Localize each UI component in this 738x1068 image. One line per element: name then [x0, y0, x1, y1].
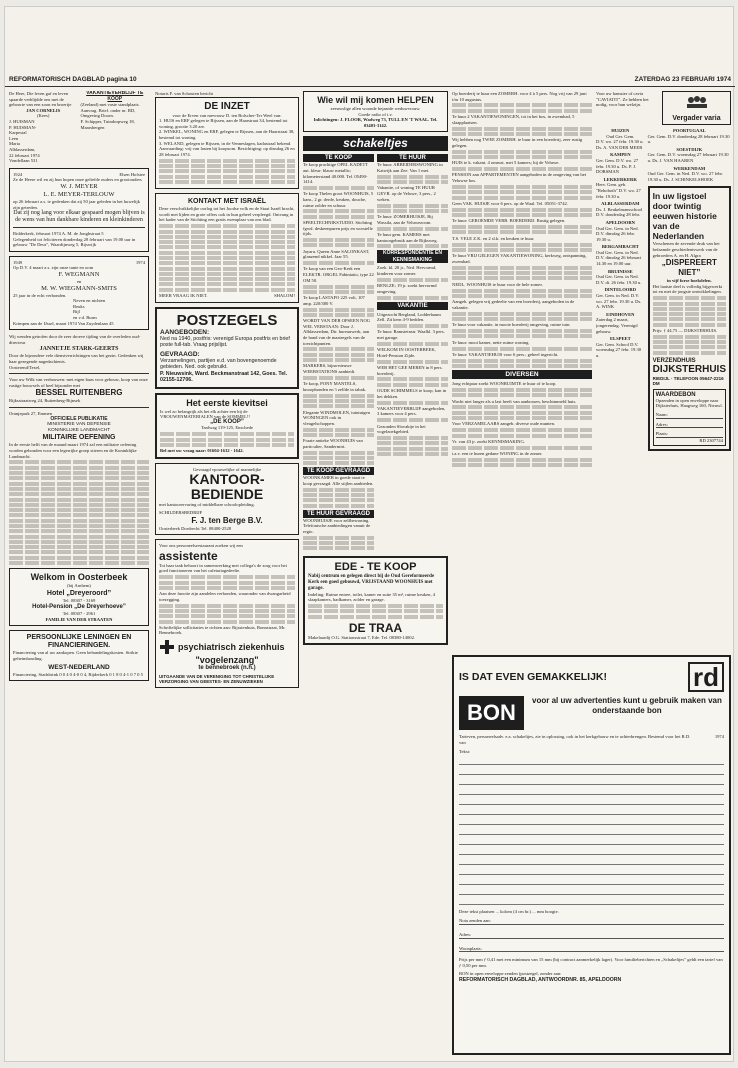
kerk-text: Herv. Gem. geb. "Rehoboth" D.V. wo. 27 febr. 19.30 u. — [596, 182, 641, 199]
ligstoel-sub: in vijf forse boekdelen. — [666, 278, 712, 284]
kantoor-gevraagd: Gevraagd vpouwelijke of mannelijke — [192, 466, 262, 472]
kerk-text: Ds. J. Beukelmansschool D.V. donderdag 28 febr. — [596, 206, 643, 218]
waardebon-adres-field[interactable]: Adres: — [656, 422, 723, 429]
army-title: MILITAIRE OEFENING — [42, 434, 116, 442]
postzegels-g-text: Verzamelingen, partijen e.d. van bovengenoemde gebieden. Ned. ook gebruikt. — [160, 357, 277, 371]
army-title: KONINKLIJKE LANDMACHT — [47, 427, 111, 433]
ligstoel-body: Het laatste deel is volledig bijgewerkt tot en met de jongste ontwikkelingen. — [652, 283, 723, 295]
psych-sub: te bennebroek (n.h.) — [198, 665, 256, 672]
kontakt-ad — [155, 193, 299, 303]
c4-ad: PENSION aan APPARTEMENTEN aangeboden in de omgeving van het Veluwse bos. — [452, 172, 587, 184]
kievitsei-title: Het eerste kievitsei — [186, 397, 268, 408]
psych-name: "vogelenzang" — [195, 655, 259, 666]
bessel-title: BESSEL RUITENBERG — [35, 388, 123, 398]
c4-ad: Te huur voor vakantie, in mooie boerderij omgeving, ruime tuin. — [452, 322, 571, 328]
bessel-address: Rijksstraatweg 24, Ruitenberg-Bijnsek — [9, 398, 81, 404]
kerk-listing — [596, 220, 645, 242]
kerk-place: SOESTDIJK — [676, 146, 703, 152]
column-5 — [596, 91, 731, 651]
card-sig: Bijl — [73, 309, 80, 315]
bon-naam-field[interactable]: Nota zenden aan: — [459, 918, 724, 925]
birth-child-name: JAN CORNELIS — [26, 107, 61, 113]
death-name: JANNETJE STARK-GEERTS — [39, 346, 119, 353]
waardebon-title: WAARDEBON — [655, 391, 696, 398]
army-notice — [9, 411, 149, 565]
kerk-place: HUIZEN — [611, 128, 630, 133]
kerk-text: Ger. Gem. in Ned. D.V. wo. 27 febr. 19.30 u. Ds. A. WINK — [596, 293, 642, 310]
kantoor-firm: F. J. ten Berge B.V. — [191, 515, 263, 525]
westnl-title: WEST-NEDERLAND — [48, 663, 110, 671]
vergader-icon — [685, 94, 709, 110]
card-sig: Neven en nichten — [73, 298, 106, 304]
assistente-ad — [155, 539, 299, 688]
inzet-ad — [155, 97, 299, 190]
vak-ad: OUDE SCHIMMELS te koop, kan in het dekken. — [377, 388, 447, 399]
vak-ad: WELKOM IN OOSTERBEEK, Hotel-Pension Zijde. — [377, 347, 436, 358]
vak-ad: Gezonden Slovakije in het vogelzoekgebied. — [377, 423, 426, 435]
death-place: Oosterend/Texel, — [9, 364, 41, 370]
c4-ad: Te huur: VAKANTIEHUIS voor 6 pers.; geheel ingericht. — [452, 351, 559, 357]
anniversary-card-1 — [9, 168, 149, 252]
gevraagd-header: TE KOOP GEVRAAGD — [303, 467, 374, 475]
lening-title: PERSOONLIJKE LENINGEN EN FINANCIERINGEN. — [26, 634, 132, 650]
helpen-text: zeeuwslige allen woonde bejaarde weduwvrouw. — [330, 106, 421, 111]
postzegels-aangeboden: AANGEBODEN: — [160, 328, 210, 336]
postzegels-addr: P. Nieuwsink, Ward. Beckmanstraat 142, Goes. Tel. 02155-12706. — [160, 370, 288, 384]
psych-title: psychiatrisch ziekenhuis — [178, 642, 285, 653]
kerk-place: BRUINISSE — [607, 268, 633, 274]
welkom-title: Welkom in Oosterbeek — [30, 572, 128, 583]
kontakt-title: KONTAKT MET ISRAËL — [187, 198, 267, 206]
korr-ad: BENLZE; 19 jr. zoekt hervormd omgeving. — [377, 283, 437, 294]
huur-gevraagd-header: TE HUUR GEVRAAGD — [303, 510, 374, 518]
kop-column — [303, 154, 374, 551]
bon-adres-field[interactable]: Adres: — [459, 932, 724, 939]
army-title: MINISTERIE VAN DEFENSIE — [47, 422, 111, 428]
bon-woonplaats-field[interactable]: Woonplaats: — [459, 946, 724, 953]
kop-ad: Jayaru. Queen Anne SALONKAST, glanzend nikkel. Jaar 55. — [303, 248, 370, 260]
traa-title: DE TRAA — [348, 620, 403, 635]
vak-ad: Uitgezocht Bergland, Lodderbaum Zell. Zit kern 4-9 bedden. — [377, 311, 441, 323]
card-name: M. W. WIEGMANN-SMITS — [41, 284, 117, 292]
notaris-line: Notaris F. van Schouten bericht — [155, 91, 213, 96]
inzet-footer: Aanvaarding: vrij van lasten bij koopsom. Bezichtiging: op dinsdag 26 en 28 februari 1974. — [159, 146, 295, 157]
card-name: en — [76, 279, 82, 285]
kop-ad: Elegante WINDMOLEN, tuintuigen WONINGEN ook in vleugelschoppen. — [303, 409, 370, 426]
bon-tekst-label: Tekst: — [459, 749, 471, 755]
birth-nickname: (Kees) — [37, 113, 50, 119]
bessel-ad — [9, 377, 149, 404]
kantoor-sub: met kantoorervaring of middelbare schoolopleiding. — [159, 502, 255, 508]
vakantie-text: (Zeeland) met vaste standplaats. Aanvrag. Brief. onder nr. RD, Omgeving Doorn. — [80, 102, 140, 119]
kerk-place: ALBLASSERDAM — [601, 201, 640, 207]
kontakt-sign: SHALOM! — [274, 293, 295, 299]
huur-ad: Te huur gem. KAMERS met kantoorgebruik aan de Rijksweg. — [377, 231, 438, 243]
kantoor-addr: Oosterbeek Dordrecht Tel. 08400-2528 — [159, 525, 232, 531]
kerk-listing — [648, 147, 731, 164]
inzet-title: DE INZET — [204, 100, 250, 112]
kerk-listing — [596, 177, 645, 199]
ligstoel-ad — [648, 186, 731, 451]
kerk-listing — [596, 201, 645, 218]
welkom-hotel: Hotel-Pension „De Dreyerhoeve” — [32, 604, 126, 611]
birth-place: Alblasserdam, — [9, 146, 36, 152]
c4-ad: T.S. VELE Z.K. en 2 sl.k. en keuken te huur. — [452, 235, 535, 241]
vergader-label: Vergader varia — [672, 115, 721, 122]
kop-ad: Te koop LASTAFO 225 volt, 107 amp. 220/380 V. — [303, 295, 365, 306]
kerk-place: APELDOORN — [605, 219, 635, 225]
kerk-place: KAMPEN — [610, 152, 631, 158]
assistente-text: Tot haar taak behoort in samenwerking met collega's de zorg voor het goed functioneren van het cafetariagedeelte. — [159, 562, 287, 574]
welkom-tel: Tel. 08307 - 3169 — [62, 597, 96, 603]
waardebon-code: RD 2307744 — [699, 437, 723, 443]
psych-footer: UITGAANDE VAN DE VERENIGING TOT CHRISTELIJKE VERZORGING VAN GEESTES- EN ZENUWZIEKEN — [159, 673, 275, 685]
vakantie-address: F. Schipper, Tuindorpweg 18, Maarsbergen — [80, 118, 135, 130]
inzet-item: 2. WINKEL, WONING en ERF, gelegen te Rijssen, aan de Haarstraat 38, bestemd tot woning. — [159, 129, 295, 140]
c4-ad: Aangeb. gelegen vrij gedeelte van een boerderij, aangeboden in de vakantie. — [452, 299, 575, 310]
c4-ad: Te huur: mooi kamer, nette ruime woning. — [452, 339, 530, 345]
card-intro: Op D.V. 4 maart a.s. zijn onze tante en oom — [13, 265, 94, 271]
kerk-place: ELSPEET — [609, 336, 631, 342]
assistente-title: assistente — [159, 548, 218, 563]
diversen-ad: Voor VERZAMELAARS aangeb. diverse oude munten. — [452, 421, 556, 427]
birth-sibling: Maria — [9, 141, 20, 147]
kerk-place: POORTUGAAL — [672, 128, 706, 133]
postzegels-a-text: Ned na 1940, postfris: verenigd Europa postfris en brief poste full-tab. Vraag prijslijst. — [160, 335, 290, 349]
kievitsei-addr: Tanlwag 119-125, Enschede — [201, 425, 253, 431]
bon-slogan: voor al uw advertenties kunt u gebruik maken van onderstaande bon — [532, 696, 722, 715]
card-wish: Dat zij nog lang voor elkaar gespaard mogen blijven is de wens van hun dankbare kinderen en kleinkinderen — [13, 210, 145, 224]
waardebon-text: Opzenden in open enveloppe naar Dijksterhuis, Haagweg 160, Nieuwl. — [655, 397, 723, 409]
bon-badge: BON — [459, 696, 524, 730]
birth-line: De Here, Die leven gaf en leven spaarde verblijdde ons met de geboorte van een zoon en broertje — [9, 91, 72, 108]
c4-ad: Op boerderij te huur een ZOMERH. voor 4 à 5 pers. Nog vrij van 29 juni t/m 10 augustus. — [452, 91, 587, 102]
death-text: Door de bijzondere vele dienstverrichtingen van het gezin. Gedenken wij haar gezegende nagedachtenis. — [9, 353, 144, 364]
ede-text: Nabij centrum en gelegen direct bij de Oud Gereformeerde Kerk een goed gebouwd, VRIJSTAAND WOONHUIS met garage. — [308, 573, 435, 591]
death-notice — [9, 334, 149, 370]
kerk-place: BERGAMBACHT — [601, 244, 639, 250]
c4-ad: Geen VAK. HUISJE voor 6 pers. op de Waal. Tel. 05051-3742. — [452, 200, 568, 206]
huur-column — [377, 154, 448, 551]
welkom-sub: (bij Arnhem) — [67, 583, 91, 589]
kop-ad: Te koop Thelen groot WOONHUIS, 5 kam., 2 gr. derde, keuken, douche, ruime zolder en schuur. — [303, 191, 374, 208]
bon-ad — [452, 655, 731, 1055]
kerk-col-right — [648, 128, 731, 451]
diversen-ad: Jong echtpaar zoekt WOONRUIMTE te huur of te koop. — [452, 381, 557, 387]
kerk-text: D.V. wo. 27 febr. 19.30 u. Ds. A. VAN DER MEER — [596, 139, 644, 150]
kop-ad: SPEELTECHNIKSTUDIO. Stichting fgwd. deskeenpuren prijs en worstelle tijds. — [303, 220, 373, 237]
kerk-listing — [596, 312, 645, 334]
inzet-sub: voor de Erven van mevrouw D. ten Bolscher-Ter Weel van: — [172, 112, 282, 118]
vergader-logo — [662, 91, 731, 125]
kerk-text: Oud Ger. Gem. in Ned. D.V. dinsdag 26 februari 14.30 en 19.00 uur. — [596, 249, 642, 267]
card-sig: Beuks — [73, 303, 85, 309]
helpen-ad — [303, 91, 448, 132]
card-sig: en v.d. Burm — [73, 315, 97, 321]
birth-address: Vondellaan 531 — [9, 158, 38, 164]
assistente-req: Aan deze functie zijn aandelen verbonden, waaronder van dwangarbeid toezegging. — [159, 591, 291, 602]
c4-ad: HUIS te k. vakant. 4 omrust. met 5 kamers; bij de Veluwe. — [452, 160, 560, 166]
helpen-sub: Goede radio of t.v. — [358, 111, 393, 117]
card-name: L. E. MEYER-TERLOUW — [43, 190, 115, 198]
assistente-intro: Voor ons personeelsrestaurant zoeken wij een — [159, 543, 243, 549]
vak-ad: WEB HET GEE MEREN in 8 pers. boerderij. — [377, 365, 443, 376]
kop-ad: MARKERS, bijna-nieuwe WEERSTATIONS aanbiedt. — [303, 363, 356, 374]
card-reception: Gelegenheid tot feliciteren donderdag 28 februari van 19.00 uur in gebouw "De Deur", Waardijnweg 5, Rijswijk — [13, 236, 136, 248]
header-right: ZATERDAG 23 FEBRUARI 1974 — [634, 76, 731, 83]
verzendhuis-name: DIJKSTERHUIS — [652, 363, 726, 375]
kerk-place: WERKENDAM — [673, 165, 706, 171]
schakeltjes-banner: schakeltjes — [303, 136, 448, 151]
kievitsei-shop: „DE KOOP” — [210, 418, 244, 425]
card-text: op 26 februari a.s. te gedenken dat zij 50 jaar geleden in het huwelijk zijn getreden. — [13, 198, 140, 210]
bon-title: IS DAT EVEN GEMAKKELIJK! — [459, 671, 607, 683]
army-intro: Oranjepark 27, Emmen — [9, 410, 52, 416]
kerk-text: Oud Ger. Gem. in Ned. D.V. wo. 27 febr. 19.30 u. Ds. J. SCHINKELSHOEK — [647, 171, 723, 182]
huur-ad: Te huur: ARBEIDERSWONING in Katwijk aan Zee. Van 1 mei. — [377, 162, 443, 173]
huur-gevraagd-ad: WOONHUISJE voor zelfbewoning. Telefonische aanbiedingen vanuit de regio. — [303, 517, 371, 534]
army-text: In de eerste helft van de maand maart 1974 zal een militaire oefening worden gehouden voor een legerrijke groep stieren en de Koninklijke Landmacht. — [9, 442, 137, 459]
schakeltjes-columns — [303, 154, 448, 551]
bon-footer2: BON in open enveloppe zenden (postzegel, zonder aan: — [459, 971, 562, 977]
kerk-listing — [596, 128, 645, 150]
kerk-listing — [648, 128, 731, 145]
bessel-intro: Voor uw Wilk van verbouwen: met eigen baas voor gebouw, koop van onze rustige bouwsels of heel bijzonder met — [9, 377, 148, 388]
card-text: 25 jaar in de echt verbonden. — [13, 292, 67, 298]
army-title: OFFICIELE PUBLIKATIE — [50, 415, 108, 422]
kerk-text: Ger. Gem. School D.V. woensdag 27 febr. 19.30 u. — [596, 341, 642, 358]
card-name: F. WEGMANN — [58, 271, 100, 279]
kerk-text: Oud Ger. Gem. in Ned. D.V. dinsdag 26 febr. 19.30 u. — [596, 225, 639, 242]
waardebon — [653, 389, 726, 447]
birth-parent: Karpestal — [9, 130, 27, 136]
bon-year: 1974 — [714, 734, 724, 739]
birth-announcement — [9, 91, 78, 164]
newspaper-page — [4, 6, 734, 1062]
vakantie-title: VAKANTIEVERBLIJF TE KOOP — [86, 91, 144, 102]
traa-text: Makelaardij O.G. Stationsstraat 7, Ede. Tel. 08380-14002. — [308, 634, 416, 640]
ligstoel-price: Prijs: ƒ 44,75 — DIJKSTERHUIS. — [652, 327, 718, 333]
kerk-title: Oud Ger. Gem. — [606, 133, 635, 139]
welkom-hotel: Hotel „Dreyeroord” — [46, 589, 112, 597]
card-intro: Ze de Heere wil en zij hun hopen onze geliefde ouders en grootouders — [13, 177, 142, 183]
postzegels-ad — [155, 307, 299, 389]
ligstoel-book: „DISPEREERT NIET” — [661, 258, 717, 278]
kerk-listings — [596, 128, 731, 451]
gevraagd-ad: WOONKAMER in goede staat te koop gevraagd. Alle stijlen aanbieden. — [303, 475, 374, 486]
assistente-contact: Schriftelijke sollicitaties te richten aan: Rijsstenhuis, Bonnstraat, Mr. Bennebroek. — [159, 624, 286, 636]
death-intro: Wij wenden getrofen door de zeer droeve tijding van de overleden oud-directeur — [9, 334, 141, 345]
cross-logo-icon — [159, 639, 175, 655]
page-header — [5, 73, 735, 87]
kantoor-ad — [155, 463, 299, 535]
vak-ad: VAKANTIEVERBLIJF aangeboden, 3 kamers voor 4 pers. — [377, 405, 446, 417]
kerk-listing — [596, 336, 645, 358]
kievitsei-text: Is wel zo belangrijk als het elk achter een bij de VROUWENMATERIALEN van de SOMMEL!! — [160, 408, 250, 420]
kerk-text: Zaterdag 2 maart, jongerendag. Verenigd gebouw. — [596, 317, 638, 334]
column-2 — [155, 91, 299, 1056]
bon-datum-label: Deze tekst plaatsen ... kolom (4 cm br.) ... mm hoogte. — [459, 908, 559, 914]
c4-ad: Wij hebben nog TWEE ZOMERH. te huur in een boerderij, zeer rustig gelegen. — [452, 137, 583, 148]
c4-ad: Te huur: GEROEMDE VERB. BOERDERIJ. Rustig gelegen. — [452, 218, 566, 224]
korrespondentie-header: KORRESPONDENTIE EN KENNISMAKING — [377, 250, 448, 263]
kop-ad: Fraaie antieke WOONHUIS van particulier, Sandermirt. — [303, 438, 363, 449]
ede-ad — [303, 556, 448, 646]
birth-parent: P. HUISMAN- — [9, 124, 37, 130]
card-name: W. J. MEYER — [60, 182, 98, 190]
kerk-listing — [596, 287, 645, 309]
card-sig: Elsen Hofstee — [119, 171, 145, 177]
ede-title: EDE - TE KOOP — [334, 560, 417, 573]
kievitsei-ad — [155, 393, 299, 459]
column-3 — [303, 91, 448, 1056]
helpen-contact: Inlichtingen: J. FLOOR, Wadweg 73, TULL EN 'T WAAL. Tel. 03403-3142. — [313, 117, 438, 128]
lening-ad — [9, 630, 149, 681]
kop-header: TE KOOP — [303, 154, 374, 162]
birth-and-vakantie — [9, 91, 149, 164]
vak-ad: Te huur: Ramsteinstr. Waalkl. 3 pers. met garage. — [377, 329, 445, 341]
card-address: Ridderkerk, februari 1974 A. M. de Jonghstraat 5 — [13, 231, 104, 237]
kerk-place: LEKKERKERK — [603, 176, 637, 182]
ede-detail: Indeling: Ruime entree, toilet, kamer en suite 35 m², ruime keuken, 4 slaapkamers, badkamer, zolder en garage. — [308, 591, 436, 603]
kerk-listing — [596, 269, 645, 286]
card-year: 1924 — [13, 171, 23, 177]
anniversary-card-2 — [9, 256, 149, 330]
kerk-place: DINTELOORD — [604, 287, 637, 293]
birth-parent: J. HUISMAN — [9, 118, 35, 124]
diversen-ad: Vr. van 43 jr. zoekt KENNISMAKING. — [452, 438, 525, 444]
welkom-family: FAMILIE VAN DER STRAATEN — [45, 616, 113, 622]
huur-ad: Te huur: ZOMERHUISJE, Bij Wassila, aan de Veluwezoom. — [377, 214, 433, 225]
header-left: REFORMATORISCH DAGBLAD pagina 10 — [9, 76, 137, 83]
column-1 — [9, 91, 149, 1056]
kerk-place: EINDHOVEN — [606, 311, 635, 317]
card-year: 1974 — [135, 259, 145, 265]
vakantie-header: VAKANTIE — [377, 302, 448, 310]
kievitsei-tel: Bel met uw vraag naar: 01604-1632 - 1642. — [160, 448, 244, 454]
kantoor-title: KANTOOR-BEDIENDE — [189, 471, 265, 503]
diversen-ad: t.a.v. een te huren gedane WONING in de zomer. — [452, 450, 543, 456]
kontakt-text: Deze verschrikkelijke oorlog tot het Joodse volk en de Staat Israël bracht, wordt met lijden en grote offers ook in hun geheel verpleegd. Ontvang in het kader van de Stichting een gratis exemplaar van ons blad. — [159, 206, 295, 223]
c5-top — [596, 91, 731, 125]
kerk-listing — [596, 152, 645, 174]
kontakt-footer: MEER VRAAG IK NIET. — [159, 293, 208, 299]
kop-ad: Te koop prachtige OPEL KADETT aut. kleur: blauw metallic; kilometerstand 40.000. Tel. 05490-1414. — [303, 162, 368, 185]
birth-date: 22 februari 1974 — [9, 152, 40, 158]
kerk-text: Ger. Gem. D.V. donderdag 28 februari 19.30 u. — [647, 133, 730, 145]
huur-ad: Vakantie, of woning TE HUUR GEVR. op de Veluwe, 3 pers., 2 weken. — [377, 185, 436, 202]
verzendhuis-sub: RIEDIJL · TELEFOON 05647-2216 DM — [652, 375, 724, 386]
helpen-title: Wie wil mij komen HELPEN — [317, 95, 434, 105]
column-4 — [452, 91, 592, 711]
card-place: Krimpen aan de IJssel, maart 1974 Van Zuydenlaan 45 — [13, 320, 114, 326]
kerk-text: Ger. Gem. D.V. wo. 27 febr. 19.30 u. Ds. P. J. DORSMAN — [596, 157, 639, 175]
westnl-text: Financiering, Stadsbrink 0 0 4 0 4-0 0 4, Rijderkerk 0 1 8 0 4-1 0 7 0 5 — [13, 671, 143, 677]
card-year: 1949 — [13, 259, 23, 265]
waardebon-plaats-field[interactable]: Plaats: — [656, 431, 723, 438]
bon-footer3: REFORMATORISCH DAGBLAD, ANTWOORDNR. 85, APELDOORN — [459, 976, 622, 983]
bon-tekst-lines[interactable] — [459, 755, 724, 905]
kerk-listing — [596, 244, 645, 266]
inzet-item: 3. WELAND, gelegen te Rijssen, in de Venneslagen, kadastraal bekend. — [159, 140, 292, 146]
ligstoel-text: Verschenen de zevende druk van het befaamde geschiedeniswerk van de gebroeders A. en H. Algra — [652, 241, 720, 258]
korr-ad: Zoek. kl. 20 jr., Ned. Hervormd, kinderen voor zomer. — [377, 265, 437, 276]
huur-header: TE HUUR — [377, 154, 448, 162]
welkom-ad — [9, 568, 149, 626]
bon-text: Tarieven, personeelsadv. e.a. schakeltjes, zie in oplossing, ook in het kerkgebouw en te achterbrengen. Bestemd voor het R.D. van — [459, 734, 691, 745]
vakantie-ad — [81, 91, 150, 164]
kerk-listing — [648, 166, 731, 183]
kop-ad: Te koop, PONY MANTELS, knoopbonden en 't zelfde in tabak. — [303, 381, 367, 392]
welkom-tel: Tel. 08307 - 2961 — [62, 611, 96, 617]
c4-ad: NEDL. WOONHUIS te huur voor de hele zomer. — [452, 281, 543, 287]
kop-ad: WORDT VAN DER OPSEEN NOG WEL VERSTAAN: Door J. Alblasserdam, Dir. bureauwerk, aan de hand van de maatregels van de toezichtpunten. — [303, 318, 371, 346]
c4-ad: Te huur 2 VAKANTIEWONINGEN, tot in het bos, in zwembad, 5 slaapplaatsen. — [452, 114, 575, 125]
postzegels-title: POSTZEGELS — [176, 311, 278, 329]
bon-footer: Prijs per mm ƒ 0,41 met een minimum van 15 mm (bij contract aanmerkelijk lager). Voor familieberichten en „Schakeltjes” geldt een tarief van ƒ 0,50 per mm. — [459, 957, 723, 968]
inzet-item: 1. HUIS en ERF gelegen te Rijssen, aan de Haarstraat 34, bestemd tot woning, grootte 3.20 are. — [159, 118, 288, 129]
kerk-text: Ger. Gem. D.V. woensdag 27 februari 19.30 u. Ds. J. VAN HAAREN — [647, 152, 729, 163]
diversen-ad: Wacht niet langer als u last heeft van aanbossen, beschimmeld huis. — [452, 398, 577, 404]
cavia-ad: Voor uw hamster of cavia "CAVIATIT". Ze hebben het nodig, voor hun welzijn. — [596, 91, 649, 108]
rd-logo: rd — [688, 662, 724, 692]
kantoor-place: SCHILDERSBEDRIJF — [159, 510, 203, 515]
kerk-col-left — [596, 128, 645, 451]
kerk-text: Oud Ger. Gem. in Ned. D.V. di. 26 febr. 19.30 u. — [596, 274, 642, 285]
birth-sibling: Leen — [9, 135, 19, 141]
waardebon-naam-field[interactable]: Naam: — [656, 412, 723, 419]
lening-text: Financiering van al uw aankopen. Geen behandelingskosten. Strikte geheimhouding. — [13, 650, 138, 662]
c4-ad: Te huur VRIJ GELEGEN VAKANTIEWONING, kerkweg, ontspanning, zwembad. — [452, 253, 587, 264]
ligstoel-title: In uw ligstoel door twintig eeuwen historie van de Nederlanden — [652, 191, 717, 242]
kop-ad: Te koop van een Geo-Kerk een ELEKTR. ORGEL Fabiniatio, type 22 OM 50. — [303, 266, 374, 283]
postzegels-gevraagd: GEVRAAGD: — [160, 350, 200, 358]
verzendhuis-title: VERZENDHUIS — [652, 357, 696, 364]
diversen-header: DIVERSEN — [452, 370, 592, 379]
